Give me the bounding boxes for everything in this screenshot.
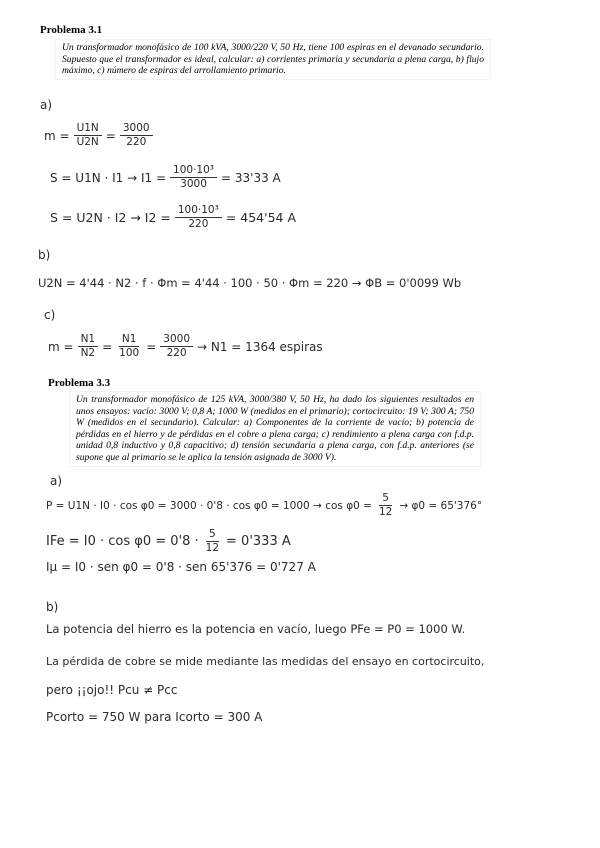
formula-text: = — [105, 128, 116, 143]
formula-text: → N1 = 1364 espiras — [197, 339, 323, 354]
handwritten-line — [50, 204, 296, 231]
formula-text: La potencia del hierro es la potencia en vacío, luego PFe = P0 = 1000 W. — [46, 622, 466, 636]
numerator: N1 — [119, 333, 140, 347]
denominator: N2 — [80, 347, 96, 359]
handwritten-line — [46, 528, 291, 555]
handwritten-line — [38, 248, 50, 262]
numerator: U1N — [74, 122, 102, 136]
denominator: 100 — [119, 347, 140, 359]
fraction — [116, 333, 142, 360]
formula-text: = 33'33 A — [221, 170, 281, 185]
denominator: 220 — [188, 218, 209, 230]
formula-text: m = — [48, 339, 74, 354]
formula-text: IFe = I0 · cos φ0 = 0'8 · — [46, 534, 199, 549]
formula-text: b) — [46, 600, 59, 614]
numerator: 100·10³ — [175, 204, 222, 218]
formula-text: = 0'333 A — [226, 534, 291, 549]
formula-text: → φ0 = 65'376° — [399, 499, 483, 512]
problem-3-1-statement: Un transformador monofásico de 100 kVA, 3000/220 V, 50 Hz, tiene 100 espiras en el devanado secundario. Supuesto que el transformador es ideal, calcular: a) corrientes primaria y secundaria a plena carga, b) flujo máximo, c) número de espiras del arrollamiento primario. — [56, 40, 490, 79]
formula-text: U2N = 4'44 · N2 · f · Φm = 4'44 · 100 · 50 · Φm = 220 → ΦB = 0'0099 Wb — [38, 276, 462, 290]
problem-3-3-statement: Un transformador monofásico de 125 kVA, 3000/380 V, 50 Hz, ha dado los siguientes resultados en unos ensayos: vacío: 3000 V; 0,8 A; 1000 W (medidos en el primario); cortocircuito: 19 V; 300 A; 750 W (medidos en el secundario). Calcular: a) Componentes de la corriente de vacío; b) potencia de pérdidas en el hierro y de pérdidas en el cobre a plena carga; c) rendimiento a plena carga con f.d.p. unidad 0,8 inductivo y 0,8 capacitivo; d) tensión secundaria a plena carga, con f.d.p. anteriores (se supone que al primario se le aplica la tensión asignada de 3000 V). — [70, 392, 480, 466]
handwritten-line — [46, 655, 484, 668]
fraction — [78, 333, 99, 360]
formula-text: = 454'54 A — [225, 210, 297, 225]
handwritten-line — [48, 333, 323, 360]
formula-text: = — [102, 339, 113, 354]
formula-text: P = U1N · I0 · cos φ0 = 3000 · 0'8 · cos φ0 = 1000 → cos φ0 = — [46, 499, 372, 512]
handwritten-line — [50, 164, 281, 191]
fraction — [175, 204, 222, 231]
formula-text: La pérdida de cobre se mide mediante las medidas del ensayo en cortocircuito, — [46, 655, 485, 668]
formula-text: m = — [44, 128, 70, 143]
handwritten-line — [46, 492, 482, 519]
fraction — [74, 122, 102, 149]
handwritten-line — [50, 474, 62, 488]
numerator: 5 — [379, 492, 392, 506]
formula-text: a) — [40, 98, 53, 112]
formula-text: S = U1N · I1 → I1 = — [50, 170, 167, 185]
denominator: 12 — [205, 542, 220, 554]
handwritten-line — [46, 683, 177, 697]
problem-3-1-title: Problema 3.1 — [40, 24, 103, 36]
handwritten-line — [44, 122, 153, 149]
numerator: 3000 — [120, 122, 153, 136]
denominator: U2N — [76, 136, 99, 148]
denominator: 220 — [166, 347, 187, 359]
handwritten-line — [46, 622, 465, 636]
handwritten-line — [46, 600, 58, 614]
formula-text: b) — [38, 248, 51, 262]
formula-text: Iμ = I0 · sen φ0 = 0'8 · sen 65'376 = 0'727 A — [46, 560, 316, 574]
formula-text: c) — [44, 308, 56, 322]
fraction — [203, 528, 222, 555]
handwritten-line — [40, 98, 52, 112]
handwritten-line — [46, 710, 262, 724]
formula-text: Pcorto = 750 W para Icorto = 300 A — [46, 710, 263, 724]
fraction — [160, 333, 193, 360]
numerator: 3000 — [160, 333, 193, 347]
formula-text: a) — [50, 474, 63, 488]
numerator: N1 — [78, 333, 99, 347]
handwritten-line — [44, 308, 55, 322]
formula-text: pero ¡¡ojo!! Pcu ≠ Pcc — [46, 683, 178, 697]
denominator: 3000 — [180, 178, 207, 190]
numerator: 5 — [206, 528, 219, 542]
formula-text: = — [146, 339, 157, 354]
handwritten-line — [46, 560, 316, 574]
denominator: 220 — [126, 136, 147, 148]
handwritten-line — [38, 276, 461, 290]
problem-3-3-title: Problema 3.3 — [48, 377, 111, 389]
fraction — [120, 122, 153, 149]
numerator: 100·10³ — [170, 164, 217, 178]
formula-text: S = U2N · I2 → I2 = — [50, 210, 171, 225]
fraction — [170, 164, 217, 191]
denominator: 12 — [378, 506, 393, 518]
fraction — [376, 492, 395, 519]
